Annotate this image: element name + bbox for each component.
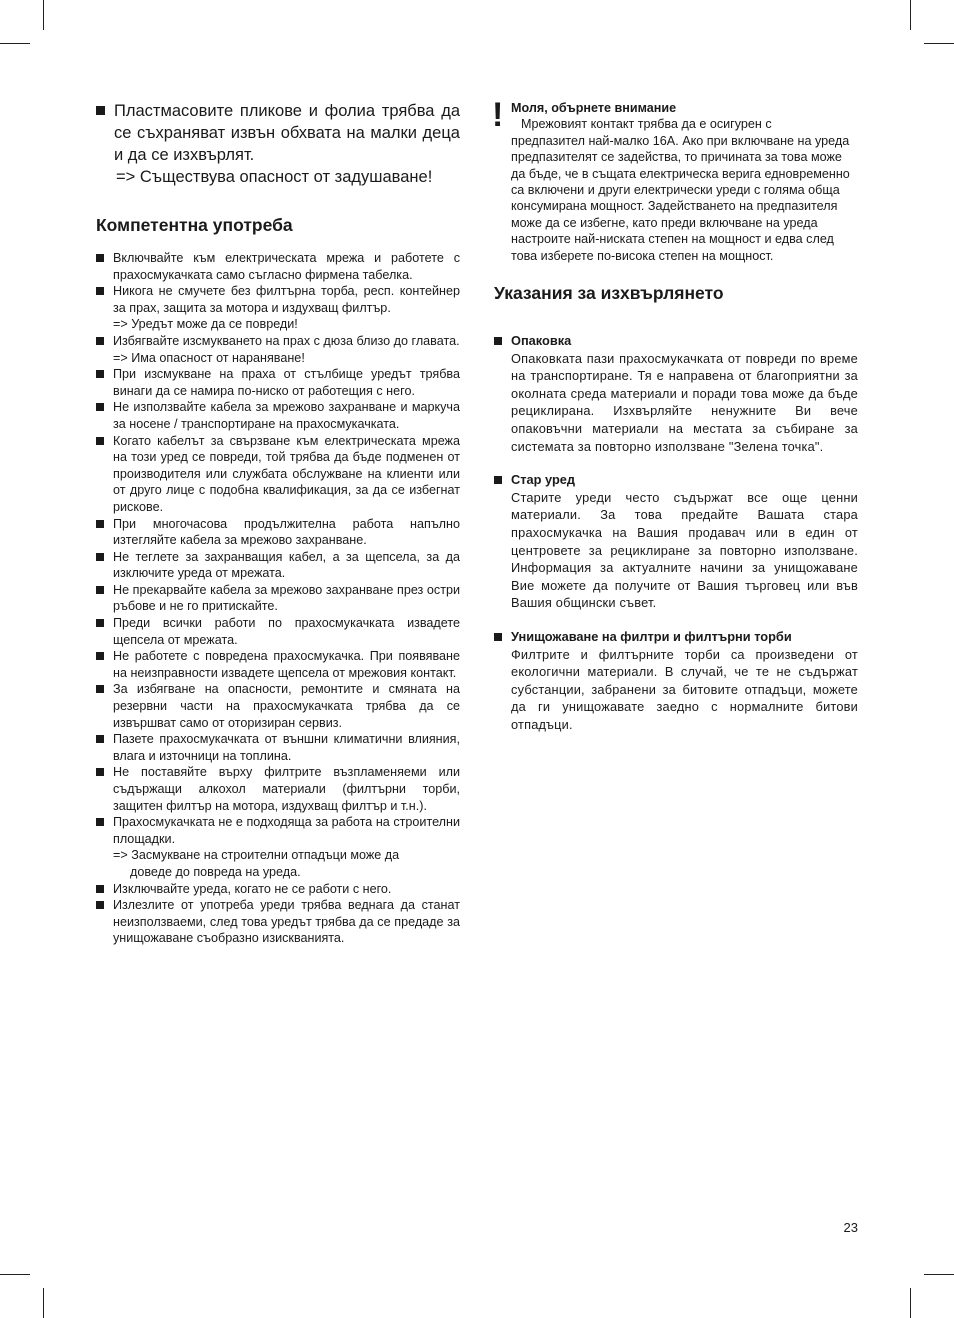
square-bullet-icon xyxy=(96,619,104,627)
square-bullet-icon xyxy=(96,768,104,776)
attention-notice xyxy=(492,96,858,264)
list-item-text: Включвайте към електрическата мрежа и работете с прахосмукачката само съгласно фирмена табелка. xyxy=(113,251,460,282)
crop-mark xyxy=(43,1288,44,1318)
section-title-competent-use: Компетентна употреба xyxy=(96,215,293,235)
list-item-text: Не прекарвайте кабела за мрежово захранване през остри ръбове и не го притискайте. xyxy=(113,582,460,614)
left-column xyxy=(96,100,460,947)
list-item xyxy=(96,399,460,432)
disposal-section-title: Опаковка xyxy=(511,333,572,349)
list-item xyxy=(96,897,460,947)
list-item xyxy=(96,731,460,764)
attention-body: предпазител най-малко 16A. Ако при включване на уреда предпазителят се задейства, то причината за това може да бъде, че в същата електрическа верига едновременно са включени и други електрически уреди с голяма обща консумирана мощност. Задействането на предпазителя може да се избегне, като преди включване на уреда настроите най-ниската степен на мощност и едва след това изберете по-висока степен на мощност. xyxy=(511,133,850,263)
list-item xyxy=(96,283,460,333)
square-bullet-icon xyxy=(96,370,104,378)
square-bullet-icon xyxy=(96,586,104,594)
intro-note: => Съществува опасност от задушаване! xyxy=(116,168,433,186)
disposal-section-title: Унищожаване на филтри и филтърни торби xyxy=(511,628,792,644)
square-bullet-icon xyxy=(96,437,104,445)
list-item-text: Не теглете за захранващия кабел, а за щепсела, за да изключите уреда от мрежата. xyxy=(113,549,460,581)
list-item xyxy=(96,333,460,366)
square-bullet-icon xyxy=(96,106,105,115)
list-item xyxy=(96,366,460,399)
disposal-section-text: Опаковката пази прахосмукачката от повреди по време на транспортиране. Тя е направена от благоприятни за околната среда материали и поради това може да бъде рециклирана. Изхвърляйте ненужните Ви вече опаковъчни материали на местата за събиране за системата за повторно използване "Зелена точка". xyxy=(511,350,858,454)
list-item-note: => Има опасност от нараняване! xyxy=(113,350,305,365)
list-item-text: Прахосмукачката не е подходяща за работа на строителни площадки. xyxy=(113,815,460,846)
square-bullet-icon xyxy=(96,685,104,693)
section-title-disposal: Указания за изхвърлянето xyxy=(494,283,724,304)
list-item-note: => Засмукване на строителни отпадъци може да xyxy=(113,848,400,863)
square-bullet-icon xyxy=(96,652,104,660)
list-item xyxy=(96,433,460,516)
crop-mark xyxy=(43,0,44,30)
right-column xyxy=(492,96,858,750)
list-item xyxy=(96,881,460,898)
list-item-note: доведе до повреда на уреда. xyxy=(130,864,301,879)
list-item-text: Когато кабелът за свързване към електрическата мрежа на този уред се повреди, той трябва да бъде подменен от производителя или службата обслужване на клиенти или от друго лице с подобна квалификация, за да се избегнат рисковe. xyxy=(113,433,460,514)
attention-line: Мрежовият контакт трябва да е осигурен с xyxy=(521,117,772,132)
square-bullet-icon xyxy=(96,818,104,826)
list-item xyxy=(96,615,460,648)
square-bullet-icon xyxy=(96,254,104,262)
square-bullet-icon xyxy=(96,403,104,411)
square-bullet-icon xyxy=(96,337,104,345)
square-bullet-icon xyxy=(494,476,502,484)
list-item-text: Преди всички работи по прахосмукачката извадете щепсела от мрежата. xyxy=(113,616,460,647)
list-item-text: При многочасова продължителна работа напълно изтегляйте кабела за мрежово захранване. xyxy=(113,516,460,548)
intro-text: Пластмасовите пликове и фолиа трябва да се съхраняват извън обхвата на малки деца и да се изхвърлят. xyxy=(114,102,460,164)
crop-mark xyxy=(0,1274,30,1275)
page-number: 23 xyxy=(843,1220,858,1235)
list-item xyxy=(96,250,460,283)
crop-mark xyxy=(910,1288,911,1318)
square-bullet-icon xyxy=(494,337,502,345)
list-item xyxy=(96,814,460,880)
list-item-note: => Уредът може да се повреди! xyxy=(113,317,298,332)
crop-mark xyxy=(924,1274,954,1275)
list-item xyxy=(96,582,460,615)
crop-mark xyxy=(910,0,911,30)
square-bullet-icon xyxy=(96,735,104,743)
list-item-text: Не поставяйте върху филтрите възпламеняеми или съдържащи алкохол материали (филтърни торби, защитен филтър на мотора, издухващ филтър и т.н.). xyxy=(113,765,460,813)
square-bullet-icon xyxy=(96,520,104,528)
list-item-text: Изключвайте уреда, когато не се работи с него. xyxy=(113,881,392,896)
list-item xyxy=(96,681,460,731)
disposal-section xyxy=(494,628,858,734)
square-bullet-icon xyxy=(96,901,104,909)
list-item xyxy=(96,764,460,814)
exclamation-icon: ! xyxy=(492,96,504,134)
disposal-section xyxy=(494,471,858,612)
list-item xyxy=(96,648,460,681)
list-item-text: Никога не смучете без филтърна торба, респ. контейнер за прах, защита за мотора и издухващ филтър. xyxy=(113,284,460,315)
square-bullet-icon xyxy=(494,633,502,641)
list-item-text: Избягвайте изсмукването на прах с дюза близо до главата. xyxy=(113,333,460,348)
list-item xyxy=(96,549,460,582)
list-item-text: Пазете прахосмукачката от външни климатични влияния, влага и източници на топлина. xyxy=(113,732,460,763)
list-item-text: За избягване на опасности, ремонтите и смяната на резервни части на прахосмукачката трябва да се извършват само от оторизиран сервиз. xyxy=(113,682,460,730)
competent-use-list xyxy=(96,250,460,947)
list-item-text: Не работете с повредена прахосмукачка. При появяване на неизправности извадете щепсела от мрежовия контакт. xyxy=(113,649,460,680)
disposal-section-title: Стар уред xyxy=(511,472,576,488)
disposal-section-text: Филтрите и филтърните торби са произведени от екологични материали. В случай, че те не съдържат субстанции, забранени за битовите отпадъци, можете да ги унищожавате заедно с нормалните битови отпадъци. xyxy=(511,646,858,732)
crop-mark xyxy=(0,43,30,44)
disposal-sections xyxy=(494,332,858,733)
list-item xyxy=(96,516,460,549)
square-bullet-icon xyxy=(96,885,104,893)
square-bullet-icon xyxy=(96,553,104,561)
intro-warning xyxy=(96,100,460,188)
disposal-section-text: Старите уреди често съдържат все още ценни материали. За това предайте Вашата стара прахосмукачка на Вашия продавач или в един от центровете за рециклиране за повторно използване. Информация за актуалните начини за унищожаване Вие можете да получите от Вашия търговец или във Вашия общински съвет. xyxy=(511,489,858,611)
list-item-text: Излезлите от употреба уреди трябва веднага да станат неизползваеми, след това уредът трябва да се предаде за унищожаване съобразно изискванията. xyxy=(113,898,460,946)
crop-mark xyxy=(924,43,954,44)
list-item-text: При изсмукване на праха от стълбище уредът трябва винаги да се намира по-ниско от работещия с него. xyxy=(113,367,460,398)
disposal-section xyxy=(494,332,858,455)
square-bullet-icon xyxy=(96,287,104,295)
list-item-text: Не използвайте кабела за мрежово захранване и маркуча за носене / транспортиране на прахосмукачката. xyxy=(113,400,460,431)
attention-title: Моля, обърнете внимание xyxy=(511,101,677,115)
